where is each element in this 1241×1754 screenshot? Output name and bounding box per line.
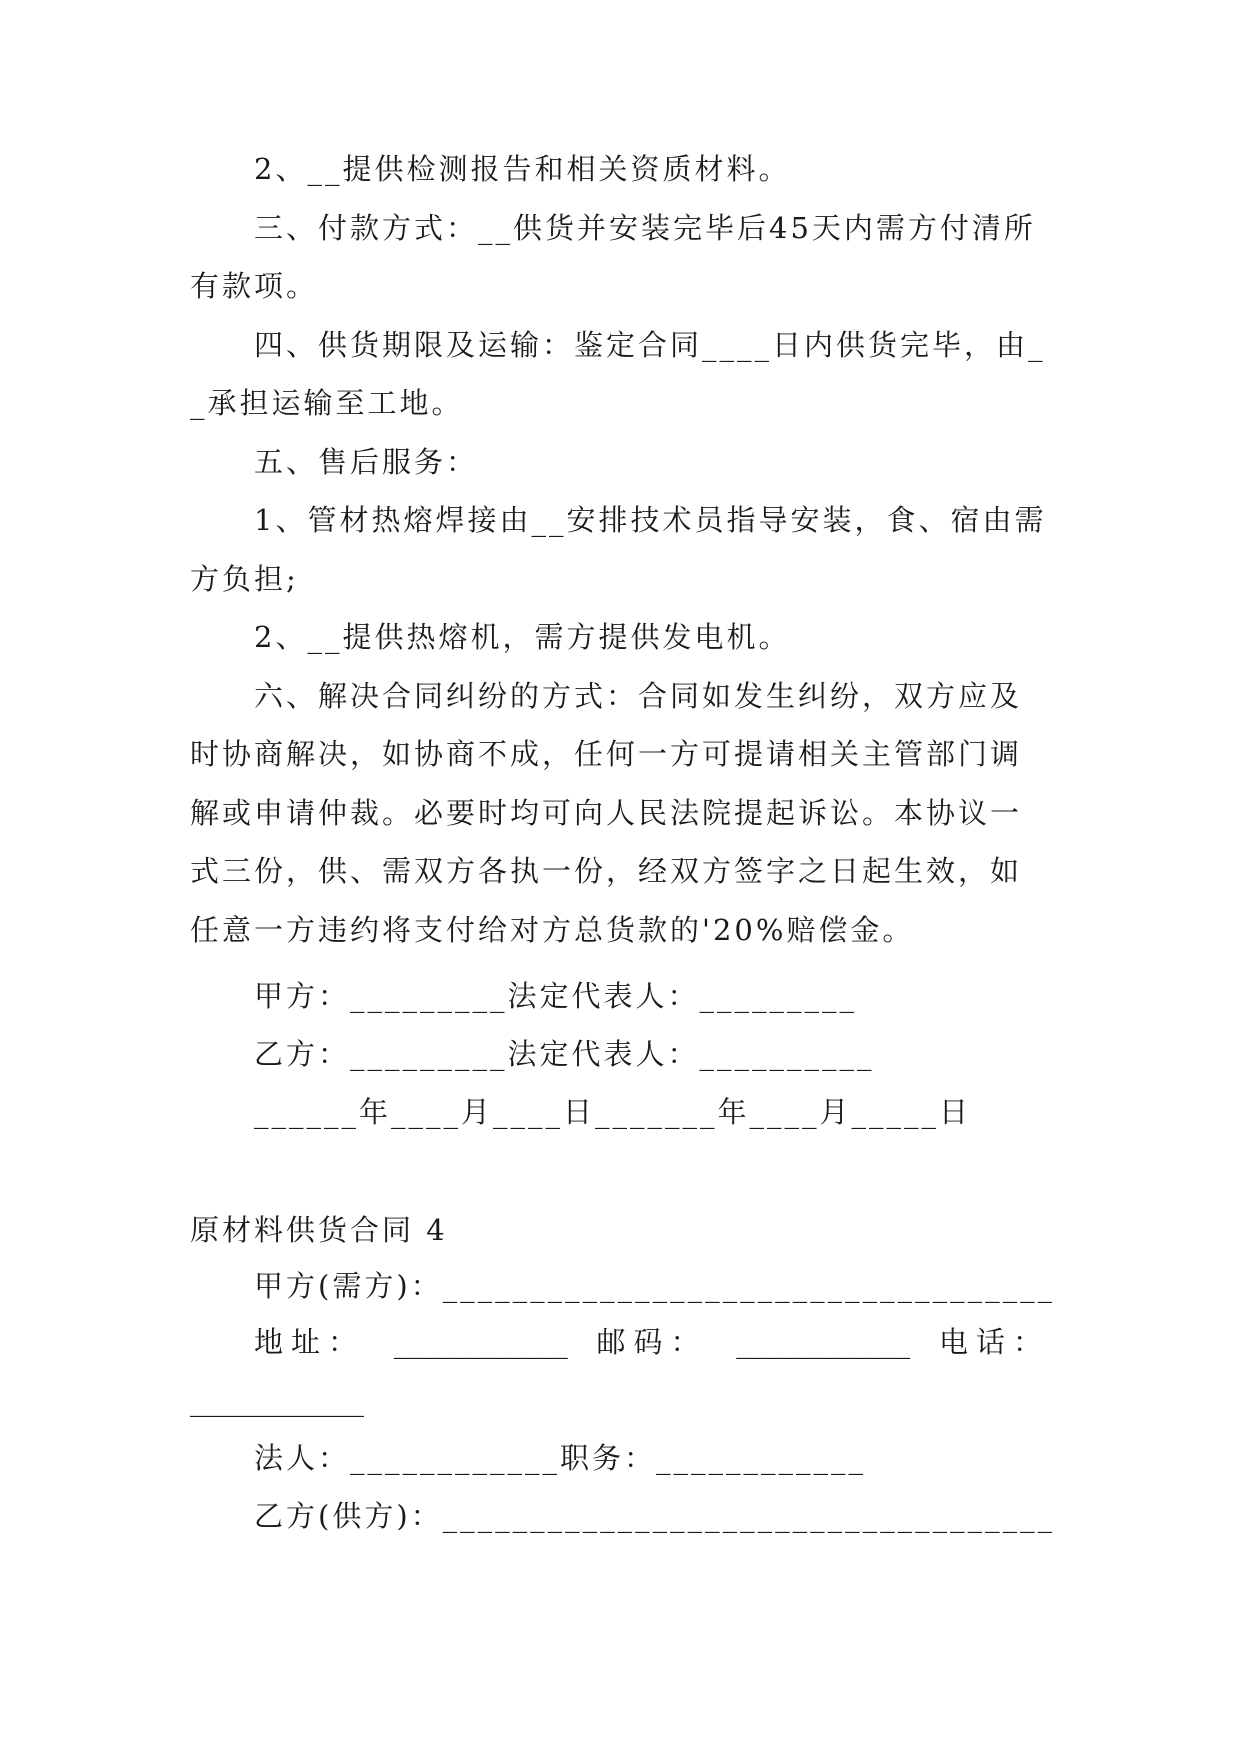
- clause-equipment: 2、__提供热熔机，需方提供发电机。: [254, 620, 791, 654]
- contract4-contact-row: [190, 1322, 1050, 1362]
- signature-party-a: 甲方：_________法定代表人：_________: [254, 979, 858, 1013]
- postcode-label: 邮码：: [596, 1325, 708, 1359]
- contract4-legal: 法人：____________职务：____________: [254, 1441, 867, 1475]
- signature-date: ______年____月____日_______年____月_____日: [254, 1095, 972, 1129]
- contract4-buyer: 甲方(需方)：___________________________________: [254, 1269, 1056, 1303]
- clause-welding: 1、管材热熔焊接由__安排技术员指导安装，食、宿由需方负担;: [190, 503, 1047, 596]
- contract4-title: 原材料供货合同 4: [190, 1213, 448, 1247]
- phone-blank: ____________: [190, 1383, 364, 1417]
- postcode-blank: ____________: [736, 1325, 911, 1359]
- clause-inspection-report: 2、__提供检测报告和相关资质材料。: [254, 152, 791, 186]
- clause-after-sales: 五、售后服务：: [254, 444, 479, 479]
- address-label: 地址：: [254, 1325, 366, 1359]
- clause-payment: 三、付款方式：__供货并安装完毕后45天内需方付清所有款项。: [190, 210, 1036, 303]
- phone-label: 电话：: [938, 1325, 1050, 1359]
- clause-delivery: 四、供货期限及运输：鉴定合同____日内供货完毕，由__承担运输至工地。: [190, 327, 1046, 420]
- clause-dispute: 六、解决合同纠纷的方式：合同如发生纠纷，双方应及时协商解决，如协商不成，任何一方可提请相关主管部门调解或申请仲裁。必要时均可向人民法院提起诉讼。本协议一式三份，供、需双方各执一份，经双方签字之日起生效，如任意一方违约将支付给对方总货款的'20%赔偿金。: [190, 678, 1023, 947]
- address-blank: ____________: [393, 1325, 568, 1359]
- contract-clauses: [190, 140, 1050, 959]
- contract4-seller: 乙方(供方)：___________________________________: [254, 1499, 1056, 1533]
- signature-party-b: 乙方：_________法定代表人：__________: [254, 1037, 875, 1071]
